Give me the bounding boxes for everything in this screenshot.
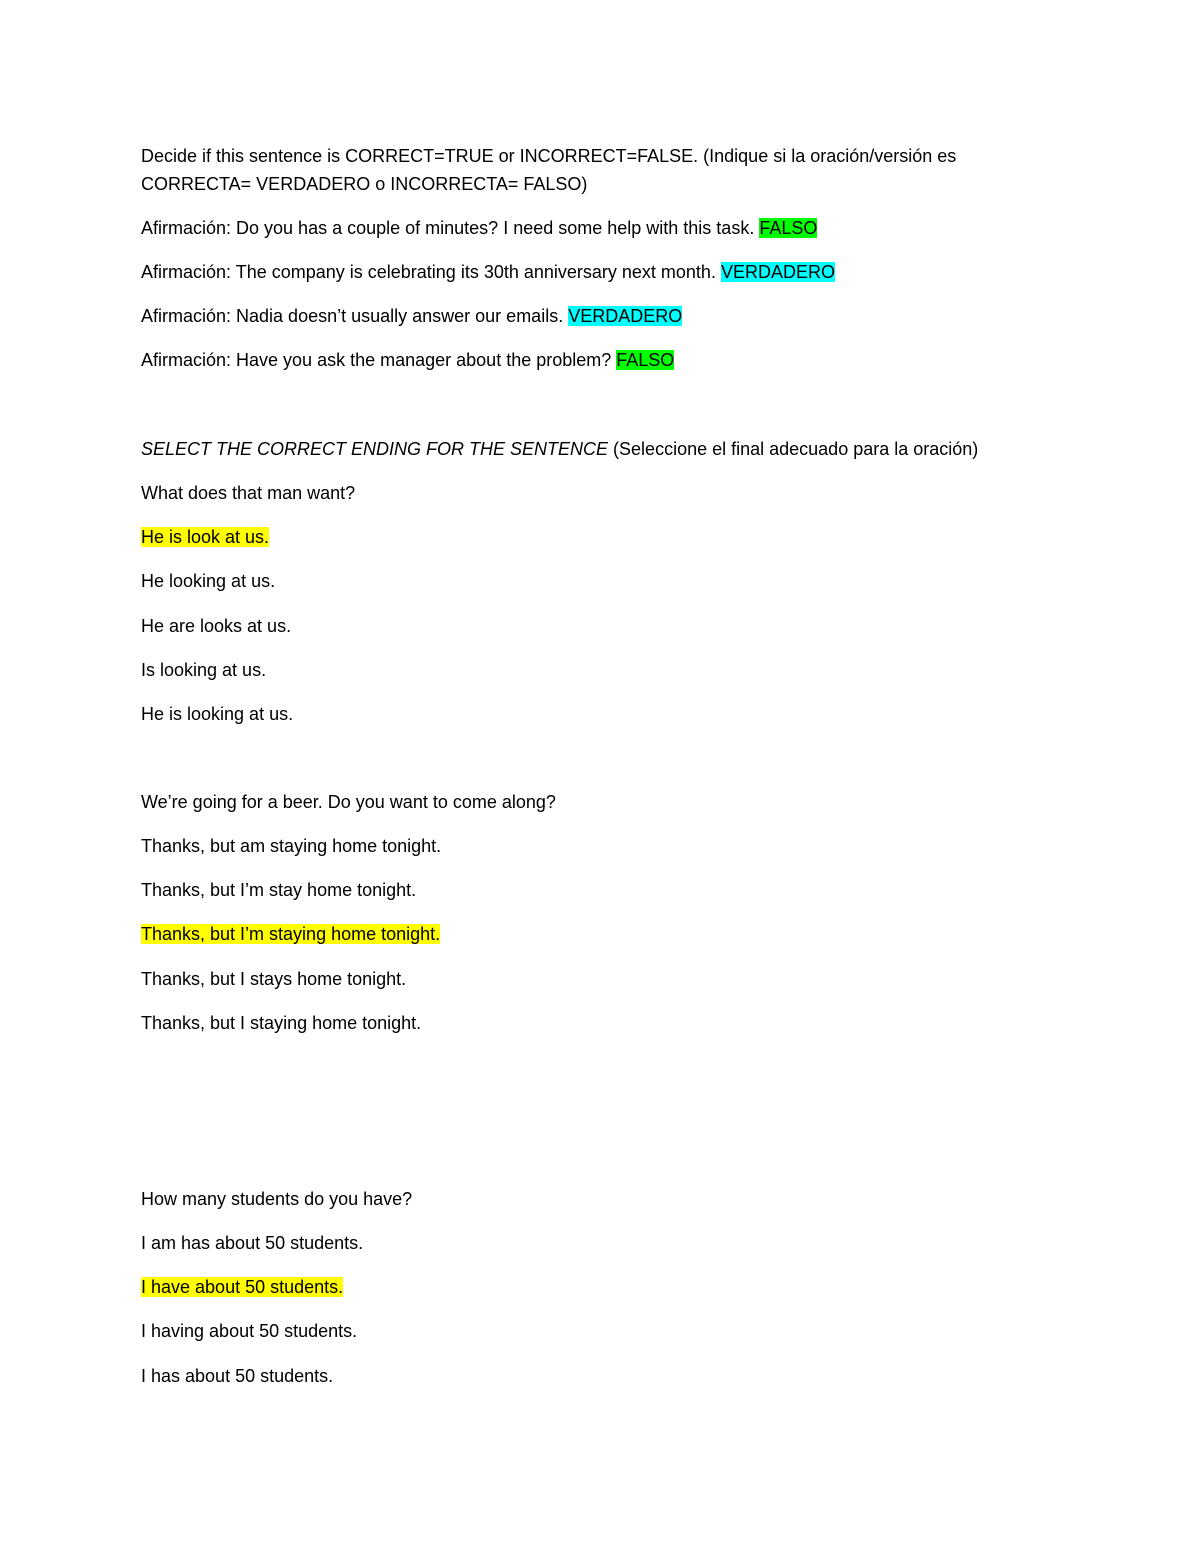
list-item xyxy=(141,966,406,992)
option-text: He are looks at us. xyxy=(141,616,292,636)
statement-4 xyxy=(141,347,674,373)
list-item xyxy=(141,921,440,947)
list-item xyxy=(141,1363,333,1389)
section-heading-italic: SELECT THE CORRECT ENDING FOR THE SENTENCE xyxy=(141,439,609,459)
list-item xyxy=(141,1230,363,1256)
answer-false-badge: FALSO xyxy=(759,218,818,238)
list-item xyxy=(141,568,275,594)
list-item xyxy=(141,1274,343,1300)
statement-text: Afirmación: The company is celebrating its 30th anniversary next month. xyxy=(141,262,721,282)
instructions-line-2: CORRECTA= VERDADERO o INCORRECTA= FALSO) xyxy=(141,174,588,194)
question-3: How many students do you have? xyxy=(141,1189,413,1209)
option-text: He is looking at us. xyxy=(141,704,294,724)
option-text: Is looking at us. xyxy=(141,660,267,680)
list-item xyxy=(141,1010,421,1036)
option-text: Thanks, but I stays home tonight. xyxy=(141,969,407,989)
instructions-line-1: Decide if this sentence is CORRECT=TRUE or INCORRECT=FALSE. (Indique si la oración/versión es xyxy=(141,146,957,166)
option-text: I am has about 50 students. xyxy=(141,1233,364,1253)
statement-1 xyxy=(141,215,817,241)
list-item xyxy=(141,833,441,859)
list-item xyxy=(141,877,416,903)
section-heading xyxy=(141,436,978,462)
option-text-highlighted: I have about 50 students. xyxy=(141,1277,344,1297)
answer-true-badge: VERDADERO xyxy=(568,306,683,326)
statement-text: Afirmación: Nadia doesn’t usually answer our emails. xyxy=(141,306,569,326)
list-item xyxy=(141,657,266,683)
question-1: What does that man want? xyxy=(141,483,356,503)
option-text: I has about 50 students. xyxy=(141,1366,334,1386)
option-text-highlighted: He is look at us. xyxy=(141,527,270,547)
list-item xyxy=(141,701,293,727)
list-item xyxy=(141,1318,357,1344)
option-text: I having about 50 students. xyxy=(141,1321,358,1341)
statement-text: Afirmación: Do you has a couple of minutes? I need some help with this task. xyxy=(141,218,760,238)
option-text: Thanks, but I staying home tonight. xyxy=(141,1013,422,1033)
option-text: Thanks, but I’m stay home tonight. xyxy=(141,880,417,900)
statement-3 xyxy=(141,303,682,329)
question-2: We’re going for a beer. Do you want to come along? xyxy=(141,792,556,812)
section-heading-rest: (Seleccione el final adecuado para la oración) xyxy=(608,439,979,459)
option-text: He looking at us. xyxy=(141,571,276,591)
list-item xyxy=(141,524,269,550)
answer-true-badge: VERDADERO xyxy=(720,262,835,282)
statement-2 xyxy=(141,259,835,285)
option-text-highlighted: Thanks, but I’m staying home tonight. xyxy=(141,924,441,944)
answer-false-badge: FALSO xyxy=(616,350,675,370)
option-text: Thanks, but am staying home tonight. xyxy=(141,836,442,856)
list-item xyxy=(141,613,291,639)
statement-text: Afirmación: Have you ask the manager about the problem? xyxy=(141,350,617,370)
